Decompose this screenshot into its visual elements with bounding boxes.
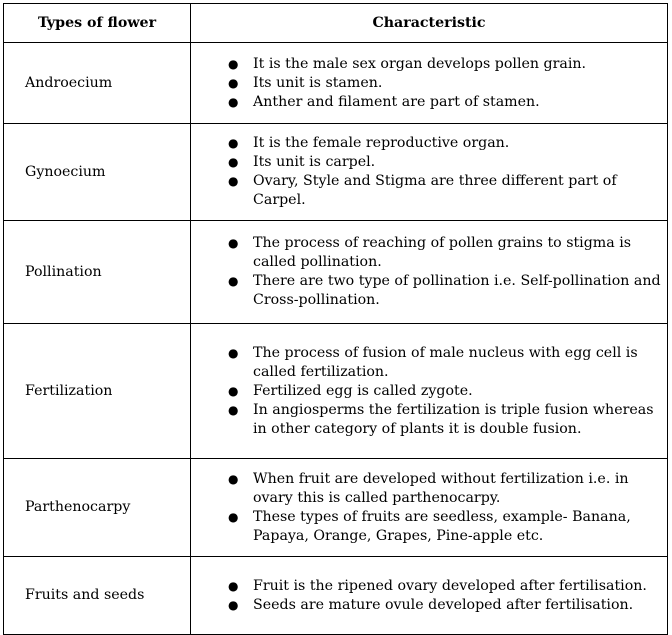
list-item: ● Ovary, Style and Stigma are three different part of Carpel. — [253, 172, 661, 210]
row-type-cell: Gynoecium — [4, 124, 191, 221]
row-type-cell: Fruits and seeds — [4, 557, 191, 635]
header-characteristic: Characteristic — [191, 4, 668, 43]
table-row — [4, 43, 668, 124]
row-characteristic-cell — [191, 557, 668, 635]
table-row — [4, 324, 668, 459]
bullet-list — [191, 470, 661, 546]
row-type-cell: Parthenocarpy — [4, 459, 191, 557]
table-row — [4, 459, 668, 557]
bullet-list — [191, 234, 661, 310]
header-row — [4, 4, 668, 43]
header-types-of-flower: Types of flower — [4, 4, 191, 43]
row-characteristic-cell — [191, 124, 668, 221]
list-item: ● It is the male sex organ develops pollen grain. — [253, 55, 661, 74]
table-row — [4, 124, 668, 221]
list-item: ● Fruit is the ripened ovary developed after fertilisation. — [253, 577, 661, 596]
table-row — [4, 557, 668, 635]
bullet-list — [191, 344, 661, 439]
table-row — [4, 221, 668, 324]
list-item: ● When fruit are developed without fertilization i.e. in ovary this is called parthenocarpy. — [253, 470, 661, 508]
row-characteristic-cell — [191, 43, 668, 124]
bullet-list — [191, 55, 661, 112]
list-item: ● Fertilized egg is called zygote. — [253, 382, 661, 401]
list-item: ● Seeds are mature ovule developed after fertilisation. — [253, 596, 661, 615]
list-item: ● Its unit is stamen. — [253, 74, 661, 93]
row-characteristic-cell — [191, 459, 668, 557]
flower-characteristics-table — [3, 3, 668, 635]
list-item: ● These types of fruits are seedless, example- Banana, Papaya, Orange, Grapes, Pine-apple etc. — [253, 508, 661, 546]
list-item: ● Anther and filament are part of stamen. — [253, 93, 661, 112]
row-type-cell: Androecium — [4, 43, 191, 124]
list-item: ● The process of fusion of male nucleus with egg cell is called fertilization. — [253, 344, 661, 382]
list-item: ● It is the female reproductive organ. — [253, 134, 661, 153]
list-item: ● Its unit is carpel. — [253, 153, 661, 172]
list-item: ● In angiosperms the fertilization is triple fusion whereas in other category of plants it is double fusion. — [253, 401, 661, 439]
row-type-cell: Fertilization — [4, 324, 191, 459]
list-item: ● There are two type of pollination i.e. Self-pollination and Cross-pollination. — [253, 272, 661, 310]
row-type-cell: Pollination — [4, 221, 191, 324]
row-characteristic-cell — [191, 324, 668, 459]
bullet-list — [191, 134, 661, 210]
list-item: ● The process of reaching of pollen grains to stigma is called pollination. — [253, 234, 661, 272]
row-characteristic-cell — [191, 221, 668, 324]
bullet-list — [191, 577, 661, 615]
